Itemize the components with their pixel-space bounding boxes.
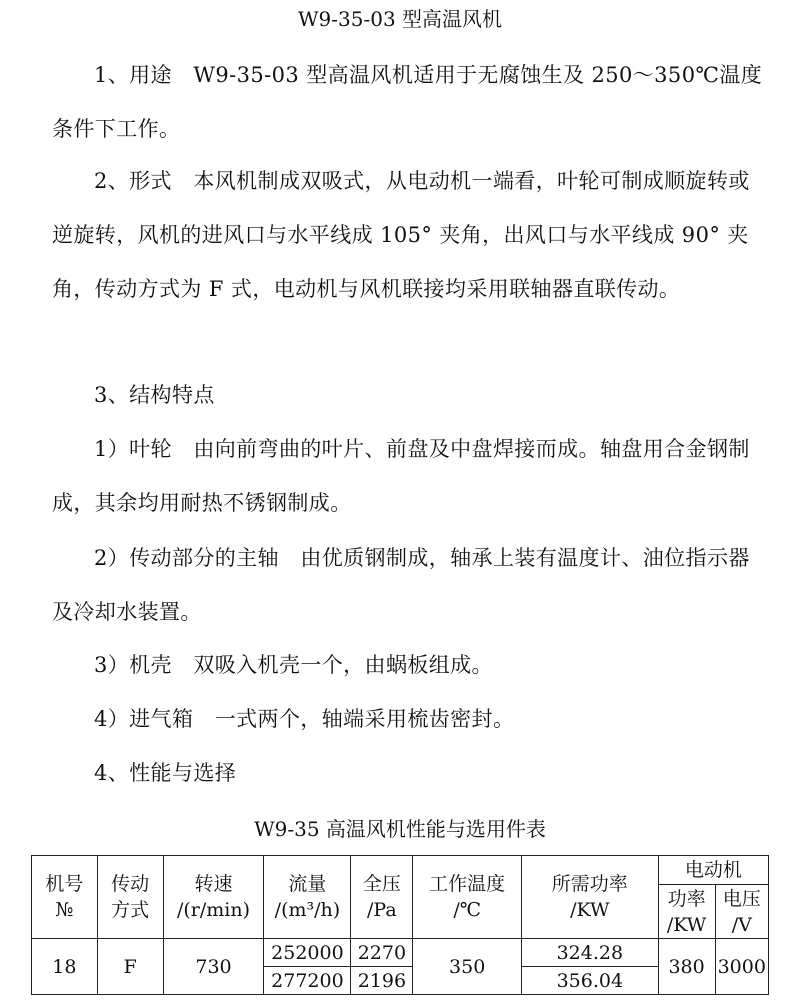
table-title: W9-35 高温风机性能与选用件表 [254,817,546,841]
header-temperature-line1: 工作温度 [429,873,506,895]
cell-motor-power: 380 [658,939,715,995]
paragraph-performance-heading: 4、性能与选择 [94,761,237,785]
header-motor-power-line2: /KW [666,913,707,936]
header-drive [97,856,163,939]
header-speed [163,856,264,939]
paragraph-form: 2、形式 本风机制成双吸式，从电动机一端看，叶轮可制成顺旋转或逆旋转，风机的进风口与水平线成 105° 夹角，出风口与水平线成 90° 夹角，传动方式为 F 式，电动机与风机联接均采用联轴器直联传动。 [52,169,750,301]
cell-pressure-1: 2270 [351,939,413,967]
header-drive-line1: 传动 [111,873,150,895]
cell-motor-voltage: 3000 [715,939,768,995]
header-temperature-line2: /℃ [453,899,481,921]
header-pressure-line2: /Pa [367,899,397,921]
header-power-required-line2: /KW [570,899,610,921]
header-flow [264,856,351,939]
document-title: W9-35-03 型高温风机 [297,7,503,31]
cell-model: 18 [32,939,98,995]
paragraph-main-shaft: 2）传动部分的主轴 由优质钢制成，轴承上装有温度计、油位指示器及冷却水装置。 [52,546,750,624]
cell-temperature: 350 [413,939,522,995]
header-model-line1: 机号 [45,873,84,895]
header-power-required [521,856,658,939]
header-speed-line2: /(r/min) [176,899,251,921]
header-motor-voltage-line1: 电压 [722,887,761,910]
header-drive-line2: 方式 [111,899,150,921]
header-model [32,856,98,939]
header-power-required-line1: 所需功率 [551,873,628,895]
header-motor: 电动机 [658,856,768,885]
header-pressure [351,856,413,939]
cell-flow-1: 252000 [264,939,351,967]
header-pressure-line1: 全压 [362,873,401,895]
cell-speed: 730 [163,939,264,995]
header-motor-power [658,885,715,939]
cell-power-required-2: 356.04 [521,967,658,995]
header-motor-voltage-line2: /V [731,913,752,936]
cell-flow-2: 277200 [264,967,351,995]
header-motor-power-line1: 功率 [667,887,706,910]
header-speed-line1: 转速 [194,873,233,895]
header-flow-line1: 流量 [288,873,327,895]
paragraph-inlet-box: 4）进气箱 一式两个，轴端采用梳齿密封。 [94,707,515,731]
cell-power-required-1: 324.28 [521,939,658,967]
paragraph-structure-heading: 3、结构特点 [94,383,215,407]
header-temperature [413,856,522,939]
header-flow-line2: /(m³/h) [274,899,341,921]
cell-pressure-2: 2196 [351,967,413,995]
header-motor-voltage [715,885,768,939]
paragraph-impeller: 1）叶轮 由向前弯曲的叶片、前盘及中盘焊接而成。轴盘用合金钢制成，其余均用耐热不锈钢制成。 [52,437,750,515]
cell-drive: F [97,939,163,995]
paragraph-usage: 1、用途 W9-35-03 型高温风机适用于无腐蚀生及 250～350℃温度条件下工作。 [52,63,763,141]
performance-table [31,855,769,995]
paragraph-casing: 3）机壳 双吸入机壳一个，由蜗板组成。 [94,653,493,677]
header-model-line2: № [55,899,74,921]
